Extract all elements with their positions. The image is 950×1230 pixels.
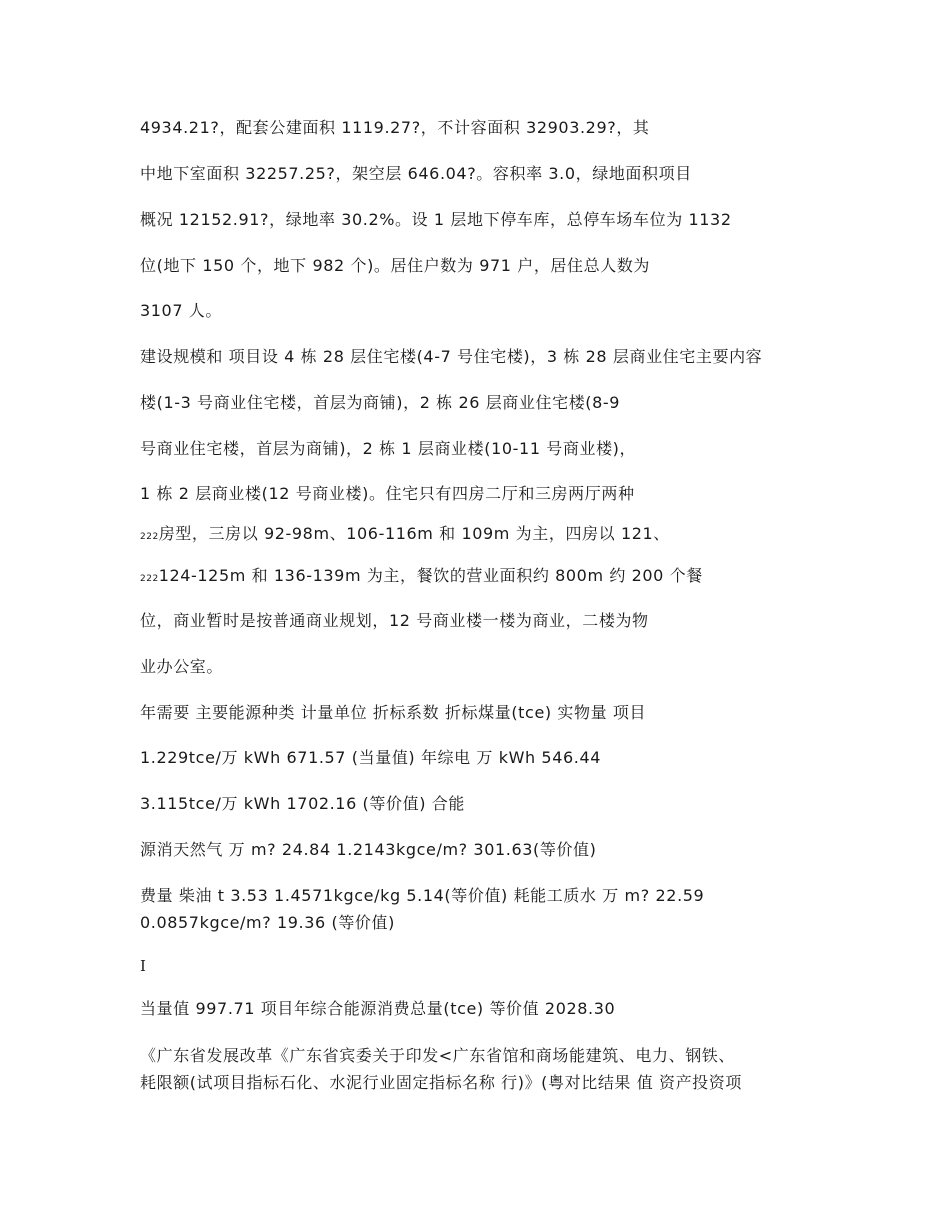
text-line: 位，商业暂时是按普通商业规划，12 号商业楼一楼为商业，二楼为物 [140, 611, 649, 630]
text-line: 源消天然气 万 m? 24.84 1.2143kgce/m? 301.63(等价值) [140, 840, 597, 859]
text-line: 《广东省发展改革《广东省宾委关于印发<广东省馆和商场能建筑、电力、钢铁、 [140, 1046, 736, 1065]
text-line: 楼(1-3 号商业住宅楼，首层为商铺)，2 栋 26 层商业住宅楼(8-9 [140, 393, 621, 412]
text-line: 当量值 997.71 项目年综合能源消费总量(tce) 等价值 2028.30 [140, 999, 616, 1018]
text-line-content: 房型，三房以 92-98m、106-116m 和 109m 为主，四房以 121、 [158, 524, 670, 543]
text-line: 号商业住宅楼，首层为商铺)，2 栋 1 层商业楼(10-11 号商业楼)， [140, 439, 637, 458]
text-line [140, 524, 670, 547]
superscript-marker: 222 [140, 574, 159, 584]
text-line: 3.115tce/万 kWh 1702.16 (等价值) 合能 [140, 794, 465, 813]
text-line: 1.229tce/万 kWh 671.57 (当量值) 年综电 万 kWh 546.44 [140, 748, 602, 767]
text-line: 年需要 主要能源种类 计量单位 折标系数 折标煤量(tce) 实物量 项目 [140, 703, 647, 722]
text-line: 位(地下 150 个，地下 982 个)。居住户数为 971 户，居住总人数为 [140, 256, 651, 275]
text-line: 0.0857kgce/m? 19.36 (等价值) [140, 913, 395, 932]
text-line: 概况 12152.91?，绿地率 30.2%。设 1 层地下停车库，总停车场车位为 1132 [140, 210, 732, 229]
text-line-content: 124-125m 和 136-139m 为主，餐饮的营业面积约 800m 约 200 个餐 [158, 566, 703, 585]
text-line [140, 566, 703, 589]
text-line: 3107 人。 [140, 301, 223, 320]
text-line: 1 栋 2 层商业楼(12 号商业楼)。住宅只有四房二厅和三房两厅两种 [140, 484, 635, 503]
superscript-marker: 222 [140, 532, 159, 542]
text-line: 建设规模和 项目设 4 栋 28 层住宅楼(4-7 号住宅楼)，3 栋 28 层商业住宅主要内容 [140, 347, 763, 366]
text-line: 耗限额(试项目指标石化、水泥行业固定指标名称 行)》(粤对比结果 值 资产投资项 [140, 1073, 742, 1092]
text-line: I [140, 957, 147, 975]
text-line: 费量 柴油 t 3.53 1.4571kgce/kg 5.14(等价值) 耗能工质水 万 m? 22.59 [140, 886, 705, 905]
text-line: 中地下室面积 32257.25?，架空层 646.04?。容积率 3.0，绿地面积项目 [140, 164, 692, 183]
text-line: 业办公室。 [140, 657, 224, 676]
text-line: 4934.21?，配套公建面积 1119.27?，不计容面积 32903.29?，其 [140, 118, 650, 137]
